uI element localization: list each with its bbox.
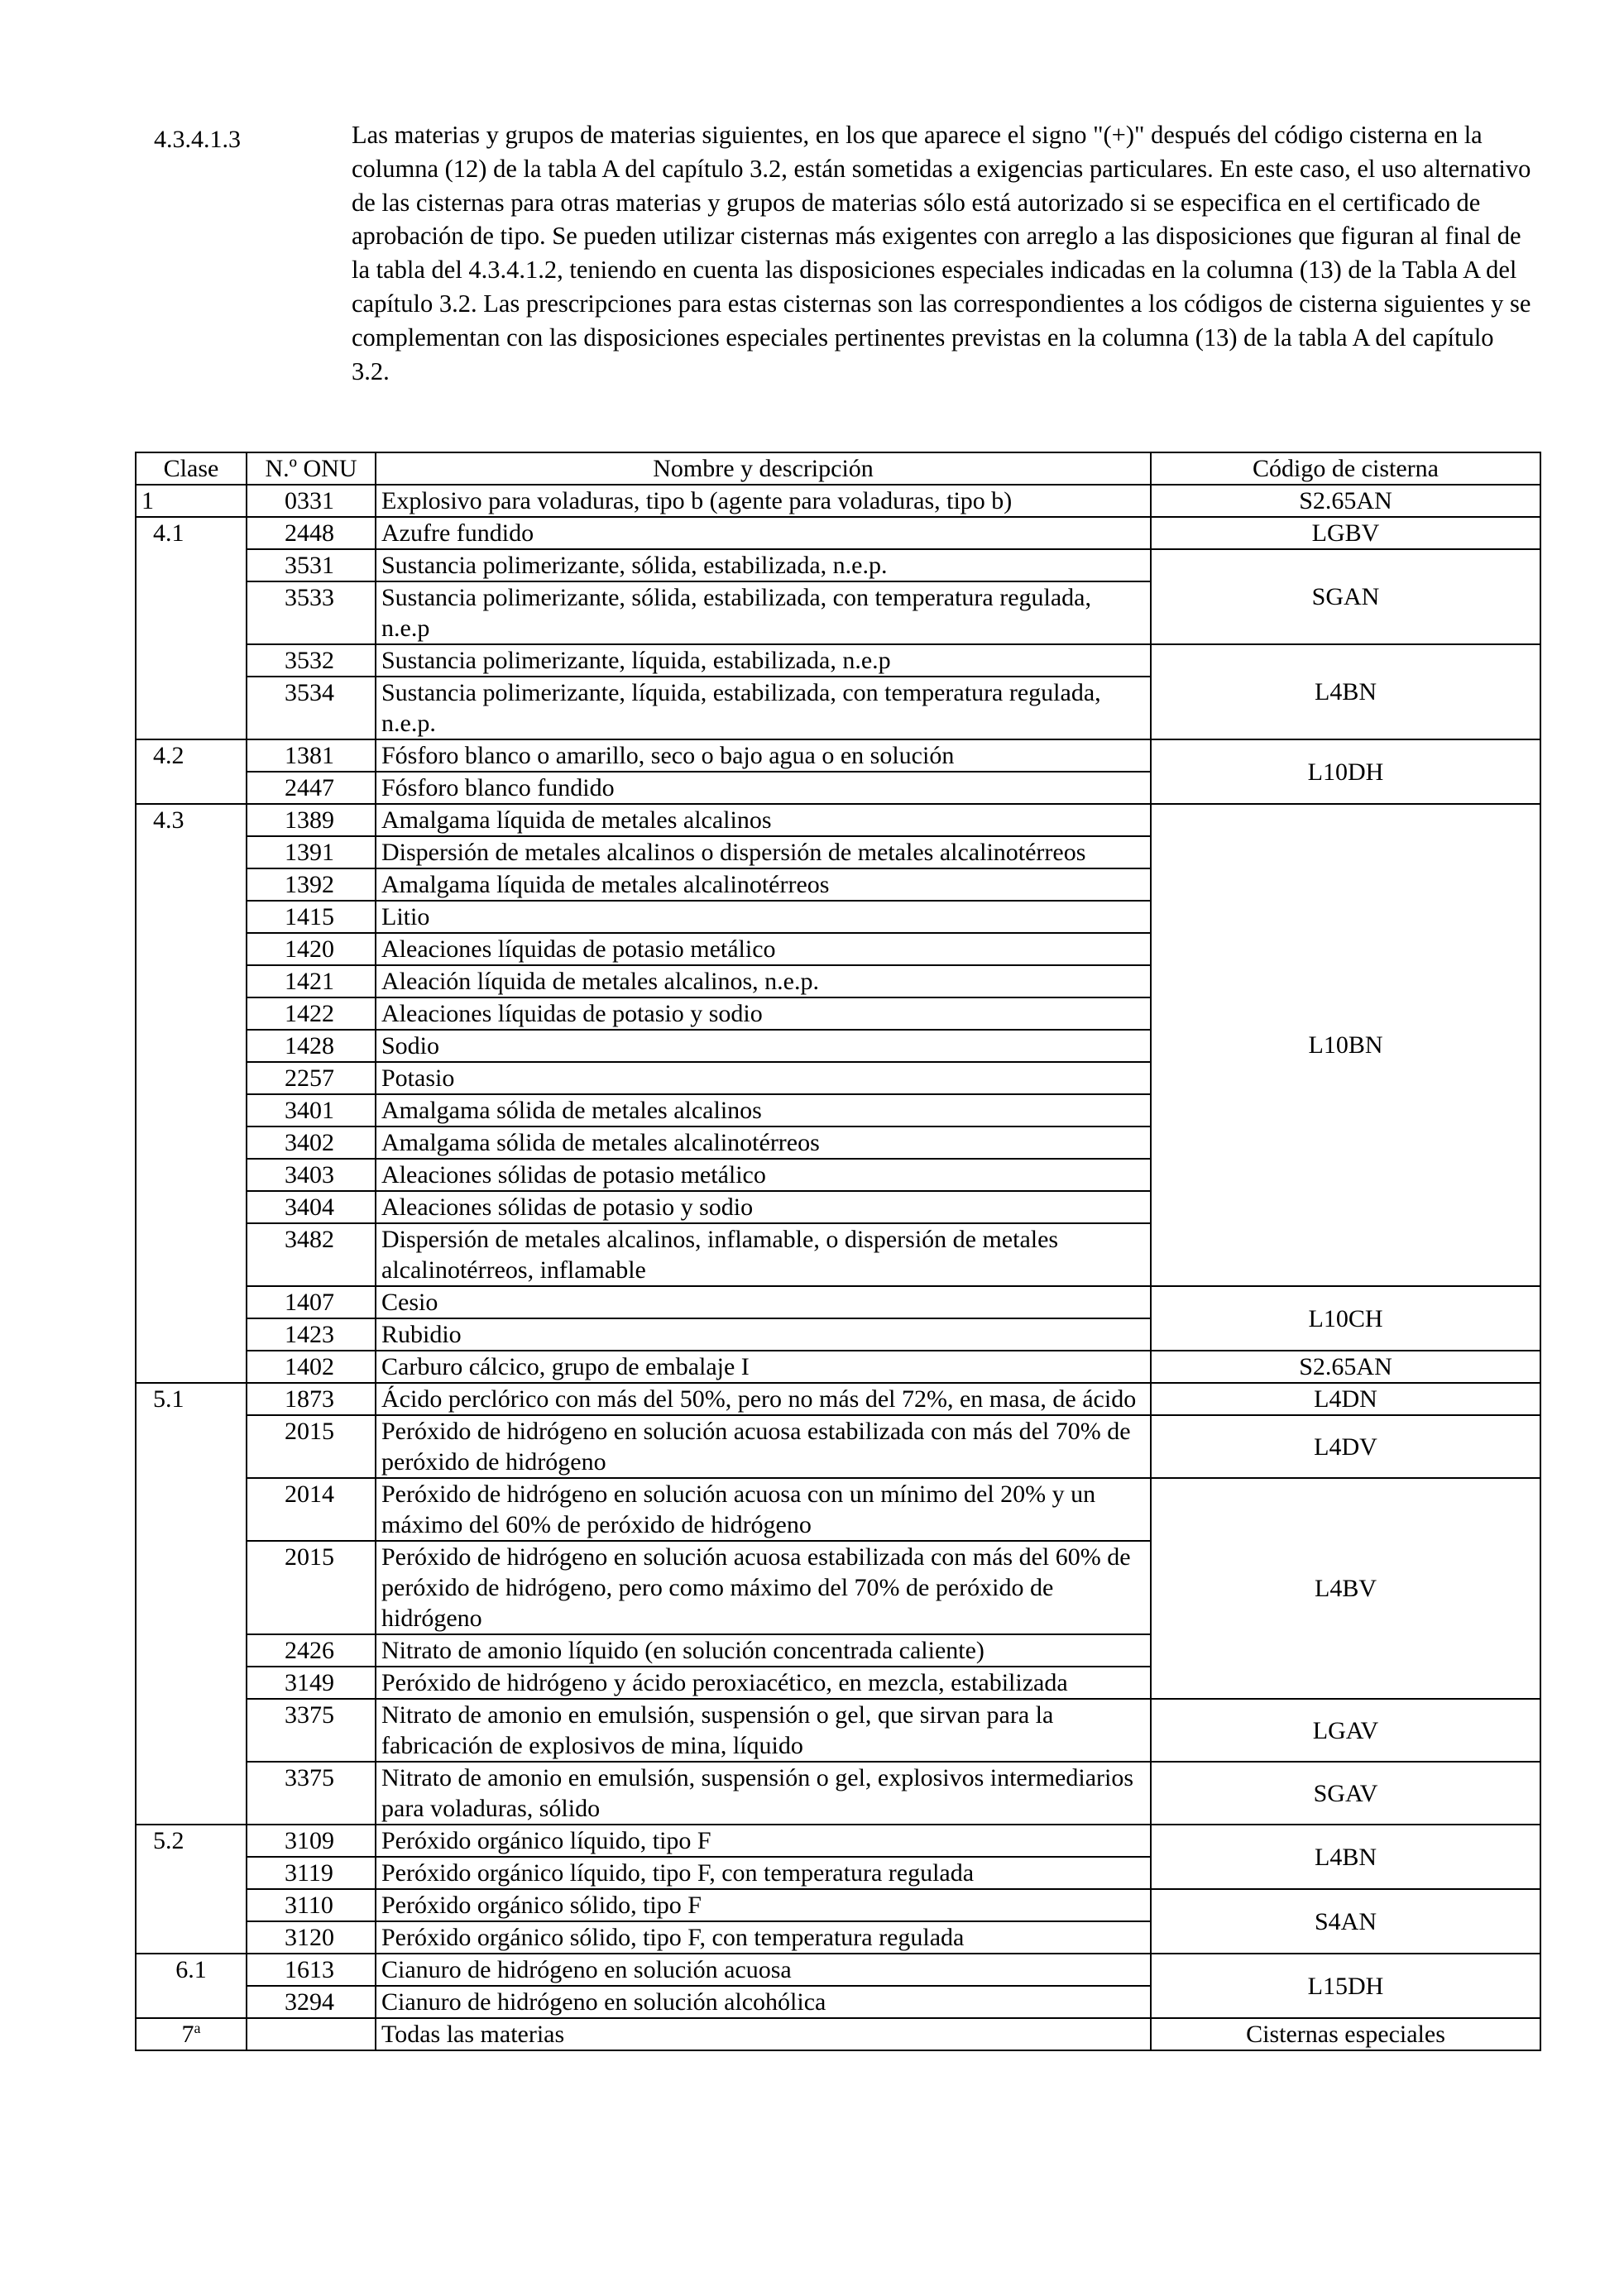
- un-number-cell: 1423: [247, 1318, 376, 1351]
- un-number-cell: 1389: [247, 804, 376, 836]
- name-cell: Ácido perclórico con más del 50%, pero no más del 72%, en masa, de ácido: [376, 1383, 1151, 1415]
- un-number-cell: 2015: [247, 1415, 376, 1478]
- un-number-cell: 2426: [247, 1634, 376, 1667]
- un-number-cell: 1407: [247, 1286, 376, 1318]
- name-cell: Peróxido de hidrógeno en solución acuosa estabilizada con más del 60% de peróxido de hidrógeno, pero como máximo del 70% de peróxido de hidrógeno: [376, 1541, 1151, 1634]
- un-number-cell: 2448: [247, 517, 376, 549]
- un-number-cell: 3401: [247, 1094, 376, 1126]
- table-row: [136, 2018, 1540, 2050]
- un-number-cell: 3403: [247, 1159, 376, 1191]
- un-number-cell: 3404: [247, 1191, 376, 1223]
- name-cell: Sustancia polimerizante, líquida, estabilizada, con temperatura regulada, n.e.p.: [376, 677, 1151, 739]
- un-number-cell: 1873: [247, 1383, 376, 1415]
- un-number-cell: 1422: [247, 997, 376, 1030]
- tank-code-cell: S2.65AN: [1151, 1351, 1540, 1383]
- name-cell: Nitrato de amonio en emulsión, suspensión o gel, explosivos intermediarios para voladuras, sólido: [376, 1762, 1151, 1825]
- header-tank-code: Código de cisterna: [1151, 452, 1540, 485]
- table-row: [136, 1286, 1540, 1318]
- table-row: [136, 1699, 1540, 1762]
- name-cell: Nitrato de amonio en emulsión, suspensión o gel, que sirvan para la fabricación de explosivos de mina, líquido: [376, 1699, 1151, 1762]
- un-number-cell: 3149: [247, 1667, 376, 1699]
- table-row: [136, 1351, 1540, 1383]
- un-number-cell: 3119: [247, 1857, 376, 1889]
- tank-code-cell: SGAV: [1151, 1762, 1540, 1825]
- header-class: Clase: [136, 452, 247, 485]
- name-cell: Peróxido orgánico sólido, tipo F, con temperatura regulada: [376, 1921, 1151, 1954]
- tank-code-cell: Cisternas especiales: [1151, 2018, 1540, 2050]
- un-number-cell: 0331: [247, 485, 376, 517]
- un-number-cell: 3534: [247, 677, 376, 739]
- name-cell: Nitrato de amonio líquido (en solución concentrada caliente): [376, 1634, 1151, 1667]
- table-row: [136, 1478, 1540, 1541]
- table-row: [136, 1954, 1540, 1986]
- name-cell: Fósforo blanco o amarillo, seco o bajo agua o en solución: [376, 739, 1151, 772]
- tank-code-cell: SGAN: [1151, 549, 1540, 644]
- table-row: [136, 644, 1540, 677]
- class-cell: 5.1: [136, 1383, 247, 1825]
- tank-code-cell: L10CH: [1151, 1286, 1540, 1351]
- tank-code-cell: L15DH: [1151, 1954, 1540, 2018]
- name-cell: Todas las materias: [376, 2018, 1151, 2050]
- tank-code-cell: L4BV: [1151, 1478, 1540, 1699]
- name-cell: Peróxido orgánico líquido, tipo F: [376, 1825, 1151, 1857]
- un-number-cell: 3109: [247, 1825, 376, 1857]
- un-number-cell: [247, 2018, 376, 2050]
- class-cell: 4.2: [136, 739, 247, 804]
- tank-code-cell: L4BN: [1151, 644, 1540, 739]
- un-number-cell: 2014: [247, 1478, 376, 1541]
- un-number-cell: 2257: [247, 1062, 376, 1094]
- class-cell: 4.1: [136, 517, 247, 739]
- name-cell: Fósforo blanco fundido: [376, 772, 1151, 804]
- table-row: [136, 739, 1540, 772]
- class-cell: 1: [136, 485, 247, 517]
- name-cell: Sodio: [376, 1030, 1151, 1062]
- name-cell: Amalgama líquida de metales alcalinotérreos: [376, 868, 1151, 901]
- name-cell: Dispersión de metales alcalinos, inflamable, o dispersión de metales alcalinotérreos, inflamable: [376, 1223, 1151, 1286]
- name-cell: Rubidio: [376, 1318, 1151, 1351]
- tank-code-cell: L10DH: [1151, 739, 1540, 804]
- header-un-number: N.º ONU: [247, 452, 376, 485]
- name-cell: Cesio: [376, 1286, 1151, 1318]
- un-number-cell: 1391: [247, 836, 376, 868]
- name-cell: Potasio: [376, 1062, 1151, 1094]
- table-row: [136, 485, 1540, 517]
- section-number: 4.3.4.1.3: [154, 126, 241, 153]
- name-cell: Peróxido de hidrógeno en solución acuosa estabilizada con más del 70% de peróxido de hidrógeno: [376, 1415, 1151, 1478]
- name-cell: Aleaciones líquidas de potasio metálico: [376, 933, 1151, 965]
- name-cell: Peróxido orgánico líquido, tipo F, con temperatura regulada: [376, 1857, 1151, 1889]
- tank-code-cell: L4BN: [1151, 1825, 1540, 1889]
- tank-code-cell: L10BN: [1151, 804, 1540, 1286]
- tank-code-cell: LGAV: [1151, 1699, 1540, 1762]
- name-cell: Cianuro de hidrógeno en solución acuosa: [376, 1954, 1151, 1986]
- un-number-cell: 2447: [247, 772, 376, 804]
- un-number-cell: 1392: [247, 868, 376, 901]
- class-cell: [136, 2018, 247, 2050]
- class-cell: 4.3: [136, 804, 247, 1383]
- un-number-cell: 3375: [247, 1699, 376, 1762]
- name-cell: Sustancia polimerizante, sólida, estabilizada, n.e.p.: [376, 549, 1151, 581]
- table-row: [136, 549, 1540, 581]
- name-cell: Aleaciones líquidas de potasio y sodio: [376, 997, 1151, 1030]
- un-number-cell: 1428: [247, 1030, 376, 1062]
- name-cell: Sustancia polimerizante, sólida, estabilizada, con temperatura regulada, n.e.p: [376, 581, 1151, 644]
- un-number-cell: 1381: [247, 739, 376, 772]
- tank-code-table: [135, 452, 1541, 2051]
- class-value: 7: [181, 2021, 194, 2048]
- name-cell: Aleación líquida de metales alcalinos, n.e.p.: [376, 965, 1151, 997]
- tank-code-cell: L4DV: [1151, 1415, 1540, 1478]
- un-number-cell: 3532: [247, 644, 376, 677]
- class-cell: 6.1: [136, 1954, 247, 2018]
- name-cell: Cianuro de hidrógeno en solución alcohólica: [376, 1986, 1151, 2018]
- name-cell: Azufre fundido: [376, 517, 1151, 549]
- tank-code-cell: S2.65AN: [1151, 485, 1540, 517]
- un-number-cell: 1613: [247, 1954, 376, 1986]
- un-number-cell: 3110: [247, 1889, 376, 1921]
- tank-code-cell: L4DN: [1151, 1383, 1540, 1415]
- table-row: [136, 517, 1540, 549]
- class-footnote-marker: a: [194, 2020, 201, 2036]
- name-cell: Litio: [376, 901, 1151, 933]
- name-cell: Aleaciones sólidas de potasio y sodio: [376, 1191, 1151, 1223]
- section-paragraph: Las materias y grupos de materias siguientes, en los que aparece el signo "(+)" después del código cisterna en la columna (12) de la tabla A del capítulo 3.2, están sometidas a exigencias particulares. En este caso, el uso alternativo de las cisternas para otras materias y grupos de materias sólo está autorizado si se especifica en el certificado de aprobación de tipo. Se pueden utilizar cisternas más exigentes con arreglo a las disposiciones que figuran al final de la tabla del 4.3.4.1.2, teniendo en cuenta las disposiciones especiales indicadas en la columna (13) de la Tabla A del capítulo 3.2. Las prescripciones para estas cisternas son las correspondientes a los códigos de cisterna siguientes y se complementan con las disposiciones especiales pertinentes previstas en la columna (13) de la tabla A del capítulo 3.2.: [352, 121, 1531, 385]
- name-cell: Amalgama sólida de metales alcalinos: [376, 1094, 1151, 1126]
- un-number-cell: 1415: [247, 901, 376, 933]
- name-cell: Peróxido orgánico sólido, tipo F: [376, 1889, 1151, 1921]
- table-row: [136, 1383, 1540, 1415]
- tank-code-cell: LGBV: [1151, 517, 1540, 549]
- table-row: [136, 1825, 1540, 1857]
- name-cell: Aleaciones sólidas de potasio metálico: [376, 1159, 1151, 1191]
- table-row: [136, 1415, 1540, 1478]
- name-cell: Peróxido de hidrógeno en solución acuosa con un mínimo del 20% y un máximo del 60% de peróxido de hidrógeno: [376, 1478, 1151, 1541]
- name-cell: Sustancia polimerizante, líquida, estabilizada, n.e.p: [376, 644, 1151, 677]
- tank-code-cell: S4AN: [1151, 1889, 1540, 1954]
- table-row: [136, 1889, 1540, 1921]
- un-number-cell: 3375: [247, 1762, 376, 1825]
- name-cell: Dispersión de metales alcalinos o dispersión de metales alcalinotérreos: [376, 836, 1151, 868]
- name-cell: Amalgama sólida de metales alcalinotérreos: [376, 1126, 1151, 1159]
- un-number-cell: 1420: [247, 933, 376, 965]
- un-number-cell: 3482: [247, 1223, 376, 1286]
- class-cell: 5.2: [136, 1825, 247, 1954]
- un-number-cell: 1402: [247, 1351, 376, 1383]
- un-number-cell: 1421: [247, 965, 376, 997]
- table-row: [136, 804, 1540, 836]
- name-cell: Peróxido de hidrógeno y ácido peroxiacético, en mezcla, estabilizada: [376, 1667, 1151, 1699]
- name-cell: Amalgama líquida de metales alcalinos: [376, 804, 1151, 836]
- un-number-cell: 2015: [247, 1541, 376, 1634]
- un-number-cell: 3120: [247, 1921, 376, 1954]
- un-number-cell: 3531: [247, 549, 376, 581]
- table-header-row: [136, 452, 1540, 485]
- header-name-description: Nombre y descripción: [376, 452, 1151, 485]
- name-cell: Carburo cálcico, grupo de embalaje I: [376, 1351, 1151, 1383]
- un-number-cell: 3402: [247, 1126, 376, 1159]
- table-row: [136, 1762, 1540, 1825]
- un-number-cell: 3294: [247, 1986, 376, 2018]
- un-number-cell: 3533: [247, 581, 376, 644]
- name-cell: Explosivo para voladuras, tipo b (agente para voladuras, tipo b): [376, 485, 1151, 517]
